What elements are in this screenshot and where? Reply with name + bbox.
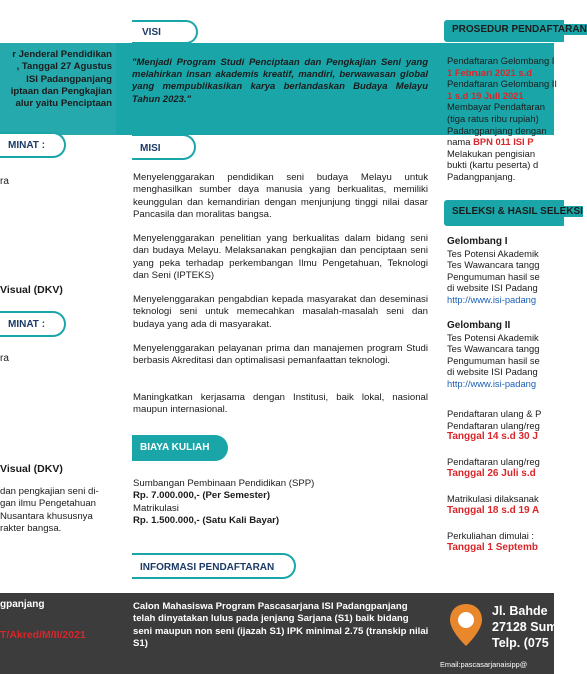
footer-left [0,598,116,642]
prosedur-line: Pendaftaran Gelombang II [447,78,557,90]
spp-value: Rp. 7.000.000,- (Per Semester) [133,490,271,502]
matrikulasi-date: Tanggal 18 s.d 19 A [447,504,540,516]
gelombang-2-link[interactable]: http://www.isi-padang [447,377,537,389]
prosedur-line: Membayar Pendaftaran [447,101,545,113]
prosedur-line: 1 s.d 19 Juli 2021 [447,89,524,101]
gelombang-2-line: Pengumuman hasil se [447,354,540,366]
prosedur-line: Padangpanjang dengan [447,124,547,136]
daftar-ulang-1-date: Tanggal 14 s.d 30 J [447,431,538,443]
left-intro-line: , Tanggal 27 Agustus [16,61,112,73]
daftar-ulang-2-date: Tanggal 26 Juli s.d [447,467,536,479]
matrikulasi-line: Matrikulasi dilaksanak [447,493,539,504]
gelombang-1 [447,236,557,306]
gelombang-2 [447,320,557,390]
prosedur-line: Pendaftaran Gelombang I [447,55,555,66]
misi-paragraph-3: Menyelenggarakan pengabdian kepada masyarakat dan deseminasi teknologi seni untuk memecahkan masalah-masalah seni dan budaya yang ada di masyarakat. [133,294,428,330]
gelombang-1-title: Gelombang I [447,236,508,247]
left-minat-text-1: ra [0,176,9,187]
prosedur-line: 1 Februari 2021 s.d [447,66,532,78]
left-intro-line: iptaan dan Pengkajian [10,85,112,97]
perkuliahan-line: Perkuliahan dimulai : [447,530,535,541]
misi-paragraph-5: Maningkatkan kerjasama dengan Institusi, baik lokal, nasional maupun internasional. [133,392,428,416]
email[interactable]: Email:pascasarjanaisipp@ [440,660,528,669]
informasi-pendaftaran-title: INFORMASI PENDAFTARAN [132,553,296,579]
daftar-ulang-1-line: Pendaftaran ulang & P [447,408,542,419]
seleksi-title [444,200,583,226]
matrikulasi-value: Rp. 1.500.000,- (Satu Kali Bayar) [133,514,280,526]
matrikulasi-label: Matrikulasi [133,502,179,514]
gelombang-2-line: Tes Wawancara tangg [447,343,540,355]
left-dkv-2: Visual (DKV) [0,463,63,475]
left-desc-line: rakter bangsa. [0,523,62,535]
spp-label: Sumbangan Pembinaan Pendidikan (SPP) [133,478,315,489]
daftar-ulang-2-line: Pendaftaran ulang/reg [447,456,540,467]
prosedur-list [447,55,557,183]
biaya-kuliah-title: BIAYA KULIAH [132,435,228,461]
prosedur-title-text: PROSEDUR PENDAFTARAN [452,24,587,35]
daftar-ulang-2 [447,456,557,479]
contact-info [492,603,557,651]
gelombang-1-line: Tes Potensi Akademik [447,247,539,259]
left-desc-line: gan ilmu Pengetahuan [0,498,97,510]
visi-text: "Menjadi Program Studi Penciptaan dan Pengkajian Seni yang melahirkan insan akademis kreatif, mandiri, berwawasan global yang mempublikasikan karya berlandaskan Budaya Melayu Tahun 2023." [132,57,428,105]
biaya-details [133,478,428,527]
gelombang-1-line: di website ISI Padang [447,282,538,294]
address-line-1: Jl. Bahde [492,604,548,618]
gelombang-2-title: Gelombang II [447,320,511,331]
prosedur-title [444,20,587,42]
left-minat-pill-2: MINAT : [0,311,66,337]
footer-left-line-2: T/Akred/M/II/2021 [0,629,86,641]
gelombang-2-line: di website ISI Padang [447,366,538,378]
left-intro-line: r Jenderal Pendidikan [12,49,112,60]
left-desc-line: Nusantara khususnya [0,510,93,522]
left-intro-panel [0,43,116,135]
gelombang-1-line: Pengumuman hasil se [447,270,540,282]
location-pin-icon [449,603,483,647]
misi-paragraph-4: Menyelenggarakan pelayanan prima dan manajemen program Studi berbasis Akreditasi dan optimalisasi pemanfaattan teknologi. [133,343,428,367]
footer-left-line-1: gpanjang [0,599,45,610]
visi-title: VISI [132,20,198,44]
left-description [0,486,99,536]
misi-title: MISI [132,134,196,160]
matrikulasi-schedule [447,493,557,516]
left-minat-text-2: ra [0,353,9,364]
seleksi-title-text: SELEKSI & HASIL SELEKSI [452,206,583,217]
informasi-text: Calon Mahasiswa Program Pascasarjana ISI Padangpanjang telah dinyatakan lulus pada jenjang Sarjana (S1) baik bidang seni maupun non seni (ijazah S1) IPK minimal 2.75 (transkip nilai S1) [133,601,429,649]
misi-paragraph-2: Menyelenggarakan penelitian yang berkualitas dalam bidang seni dan budaya Melayu. Melaksanakan pengkajian dan penciptaan seni yang peka terhadap perkembangan Ilmu Pengetahuan, Teknologi dan Seni (IPTEKS) [133,233,428,281]
gelombang-1-link[interactable]: http://www.isi-padang [447,293,537,305]
prosedur-line: nama BPN 011 ISI P [447,136,534,148]
prosedur-line: (tiga ratus ribu rupiah) [447,112,539,124]
prosedur-line: bukti (kartu peserta) d [447,159,539,171]
prosedur-line: Melakukan pengisian [447,147,536,159]
left-minat-pill-1: MINAT : [0,132,66,158]
perkuliahan-date: Tanggal 1 Septemb [447,541,538,553]
address-line-2: 27128 Sum [492,620,558,634]
daftar-ulang-1 [447,408,557,443]
prosedur-line: Padangpanjang. [447,170,516,182]
perkuliahan-schedule [447,530,557,553]
left-dkv-1: Visual (DKV) [0,284,63,296]
gelombang-1-line: Tes Wawancara tangg [447,259,540,271]
daftar-ulang-1-line: Pendaftaran ulang/reg [447,419,540,431]
phone: Telp. (075 [492,636,549,650]
left-intro-line: alur yaitu Penciptaan [15,98,112,110]
misi-paragraph-1: Menyelenggarakan pendidikan seni budaya Melayu untuk menghasilkan sumber daya manusia yang berkualitas, memiliki keunggulan dan kemandirian dengan menjunjung tinggi nilai dasar Pancasila dan moralitas bangsa. [133,172,428,220]
gelombang-2-line: Tes Potensi Akademik [447,331,539,343]
left-desc-line: dan pengkajian seni di- [0,486,99,497]
left-intro-line: ISI Padangpanjang [26,73,112,85]
